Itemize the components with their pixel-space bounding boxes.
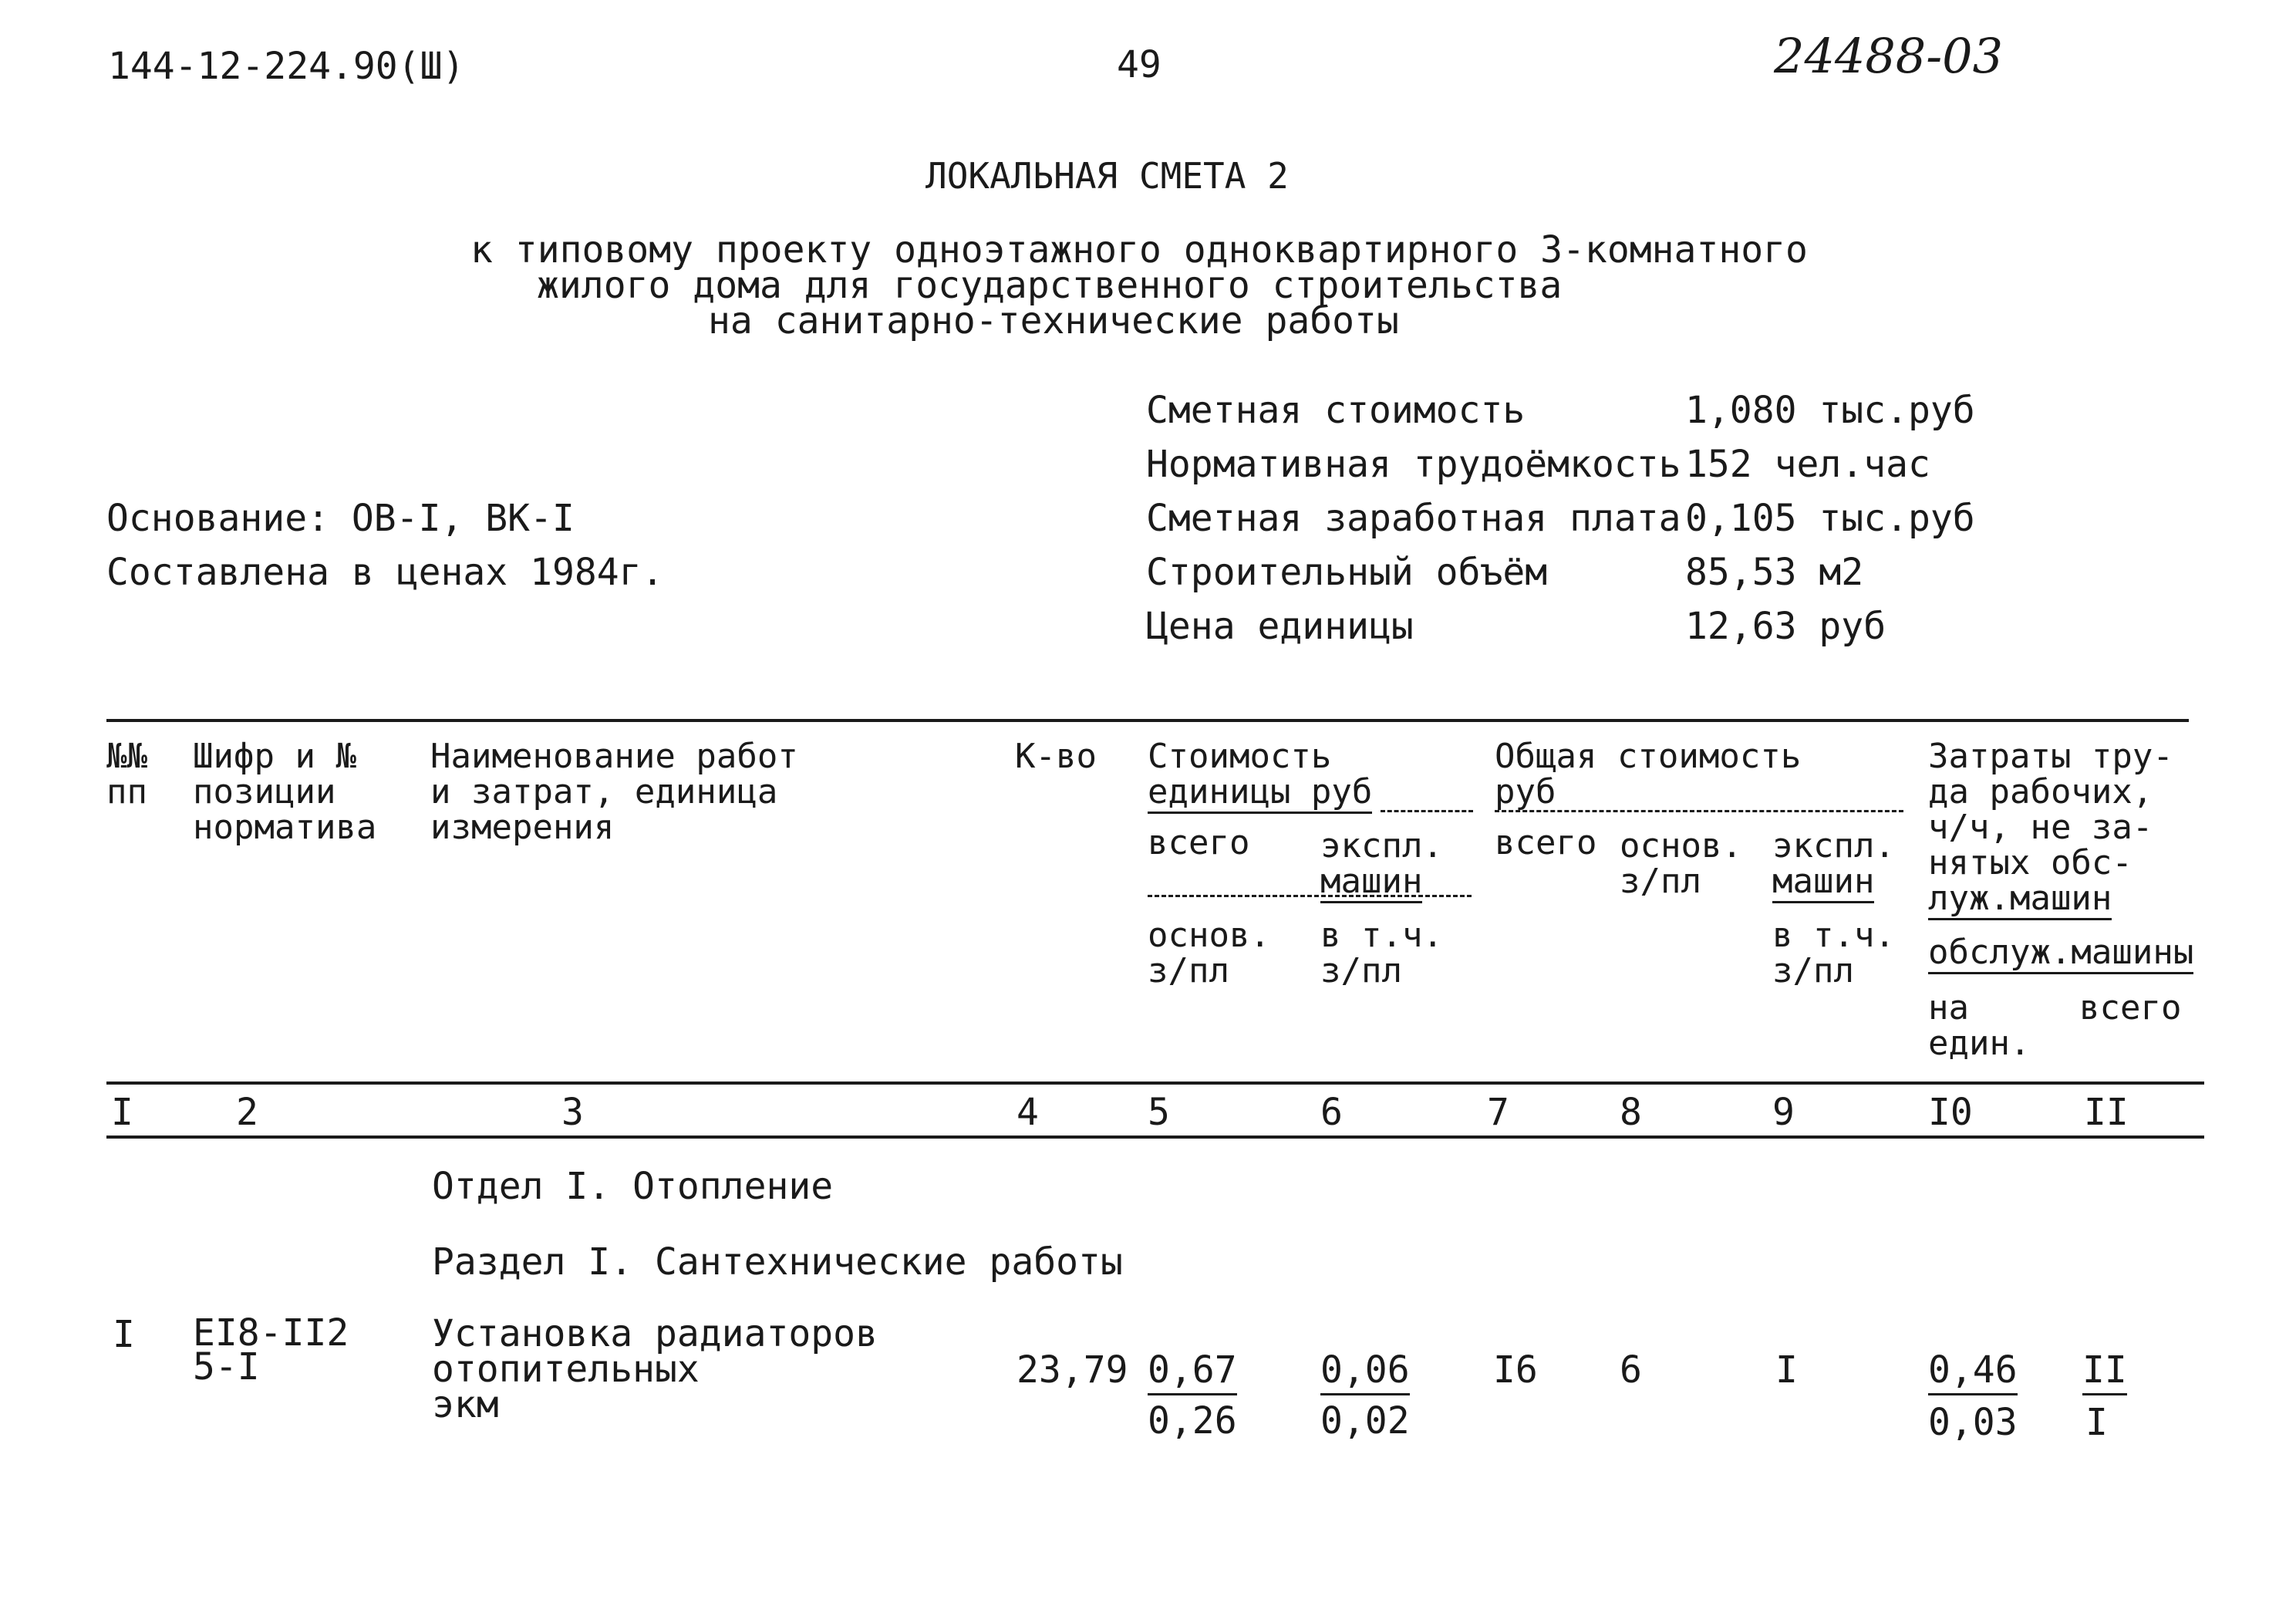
column-numbers-rule bbox=[106, 1136, 2204, 1139]
handwritten-stamp-number: 24488-03 bbox=[1774, 28, 2004, 84]
title-line-2: жилого дома для государственного строительства bbox=[537, 264, 1563, 307]
column-number: I bbox=[111, 1091, 133, 1134]
header-col-7: всего bbox=[1495, 823, 1597, 862]
row-name: Установка радиаторов отопительных экм bbox=[432, 1312, 878, 1426]
title-line-1: к типовому проекту одноэтажного одноквартирного 3-комнатного bbox=[470, 228, 1808, 272]
labor-unit-machine: 0,03 bbox=[1928, 1401, 2018, 1444]
column-number: I0 bbox=[1928, 1091, 1973, 1134]
labor-total-machine: I bbox=[2085, 1401, 2108, 1444]
labor-unit: 0,46 bbox=[1928, 1351, 2018, 1389]
department-heading: Отдел I. Отопление bbox=[432, 1165, 834, 1208]
title-line-3: на санитарно-технические работы bbox=[708, 299, 1399, 343]
summary-value: 0,105 тыс.руб bbox=[1685, 497, 1975, 540]
unit-cost-dash bbox=[1381, 810, 1473, 812]
row-number: I bbox=[113, 1313, 135, 1356]
header-col-11-bottom: всего bbox=[2079, 988, 2182, 1028]
unit-machine-cost: 0,06 bbox=[1320, 1351, 1410, 1389]
row-code: EI8-II2 5-I bbox=[193, 1311, 349, 1389]
header-bottom-rule bbox=[106, 1082, 2204, 1085]
total-machine: I bbox=[1775, 1348, 1798, 1392]
document-title: ЛОКАЛЬНАЯ СМЕТА 2 bbox=[925, 155, 1289, 197]
document-code: 144-12-224.90(Ш) bbox=[108, 45, 465, 88]
summary-value: 85,53 м2 bbox=[1685, 551, 1864, 594]
header-col-5-top: всего bbox=[1148, 823, 1250, 862]
summary-value: 12,63 руб bbox=[1685, 605, 1886, 648]
column-number: 7 bbox=[1487, 1091, 1509, 1134]
summary-label: Цена единицы bbox=[1146, 605, 1414, 648]
page-number: 49 bbox=[1117, 43, 1161, 86]
column-number: 5 bbox=[1148, 1091, 1170, 1134]
table-top-rule bbox=[106, 719, 2189, 722]
total-cost-dash bbox=[1495, 810, 1903, 812]
column-number: 3 bbox=[561, 1091, 584, 1134]
column-number: 8 bbox=[1620, 1091, 1642, 1134]
header-col-9-top: экспл. машин bbox=[1772, 828, 1895, 903]
column-number: II bbox=[2084, 1091, 2129, 1134]
header-col-3: Наименование работ и затрат, единица измерения bbox=[430, 737, 798, 847]
header-col-6-top: экспл. машин bbox=[1320, 828, 1443, 903]
header-col-5-bottom: основ. з/пл bbox=[1148, 916, 1270, 990]
subsection-heading: Раздел I. Сантехнические работы bbox=[432, 1240, 1123, 1284]
column-number: 6 bbox=[1320, 1091, 1343, 1134]
column-number: 9 bbox=[1772, 1091, 1795, 1134]
total-wage: 6 bbox=[1620, 1348, 1642, 1392]
summary-label: Сметная стоимость bbox=[1146, 389, 1526, 432]
total-cost: I6 bbox=[1493, 1348, 1538, 1392]
labor-total: II bbox=[2082, 1351, 2127, 1389]
column-number: 4 bbox=[1017, 1091, 1039, 1134]
summary-label: Строительный объём bbox=[1146, 551, 1548, 594]
basis-text: Основание: ОВ-I, ВК-I bbox=[106, 497, 575, 540]
header-total-cost: Общая стоимость руб bbox=[1495, 737, 1802, 812]
header-labor-serv: обслуж.машины bbox=[1928, 935, 2193, 974]
header-col-1: №№ пп bbox=[106, 737, 147, 812]
row-quantity: 23,79 bbox=[1017, 1348, 1128, 1392]
unit-wage-cost: 0,26 bbox=[1148, 1399, 1237, 1443]
header-col-10-bottom: на един. bbox=[1928, 988, 2031, 1063]
summary-value: 152 чел.час bbox=[1685, 443, 1930, 486]
header-col-8: основ. з/пл bbox=[1620, 826, 1742, 901]
column-number: 2 bbox=[236, 1091, 258, 1134]
summary-label: Сметная заработная плата bbox=[1146, 497, 1681, 540]
header-col-6-bottom: в т.ч. з/пл bbox=[1320, 916, 1443, 990]
header-labor: Затраты тру- да рабочих, ч/ч, не за- нятых обс- луж.машин bbox=[1928, 739, 2173, 920]
unit-total-cost: 0,67 bbox=[1148, 1351, 1237, 1389]
prices-text: Составлена в ценах 1984г. bbox=[106, 551, 664, 594]
header-col-9-bottom: в т.ч. з/пл bbox=[1772, 916, 1895, 990]
col-5-dash bbox=[1148, 895, 1472, 897]
header-col-4: К-во bbox=[1015, 737, 1097, 776]
header-col-2: Шифр и № позиции норматива bbox=[193, 737, 377, 847]
header-unit-cost: Стоимость единицы руб bbox=[1148, 739, 1372, 814]
summary-value: 1,080 тыс.руб bbox=[1685, 389, 1975, 432]
unit-machine-wage: 0,02 bbox=[1320, 1399, 1410, 1443]
summary-label: Нормативная трудоёмкость bbox=[1146, 443, 1681, 486]
